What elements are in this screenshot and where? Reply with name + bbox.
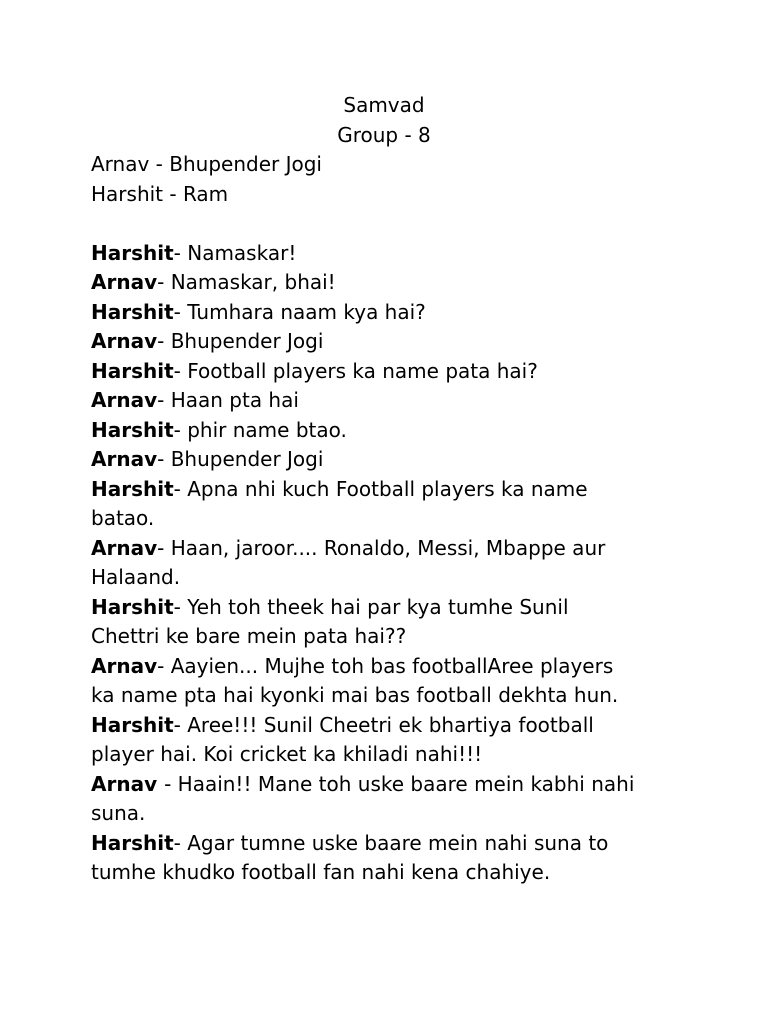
dialogue-line xyxy=(91,445,691,475)
dialogue-line xyxy=(91,475,691,505)
dialogue-continuation xyxy=(91,681,691,711)
speaker-name: Harshit xyxy=(91,594,174,619)
cast-line: Harshit - Ram xyxy=(91,181,229,206)
dialogue-continuation xyxy=(91,504,691,534)
dialogue-line xyxy=(91,770,691,800)
speaker-name: Arnav xyxy=(91,270,158,294)
dialogue-text: suna. xyxy=(91,801,146,825)
dialogue-section xyxy=(91,239,691,888)
dialogue-text: player hai. Koi cricket ka khiladi nahi!!! xyxy=(91,742,483,766)
dialogue-continuation xyxy=(91,858,691,888)
dialogue-text: - Haan, jaroor.... Ronaldo, Messi, Mbappe aur xyxy=(157,535,606,560)
cast-line: Arnav - Bhupender Jogi xyxy=(91,152,322,176)
document-title: Samvad xyxy=(343,93,425,117)
dialogue-continuation xyxy=(91,563,691,593)
dialogue-text: - Tumhara naam kya hai? xyxy=(173,299,426,324)
speaker-name: Arnav xyxy=(91,653,158,678)
dialogue-line xyxy=(91,829,691,859)
dialogue-text: - Bhupender Jogi xyxy=(157,329,324,353)
speaker-name: Arnav xyxy=(91,329,158,353)
dialogue-line xyxy=(91,652,691,682)
dialogue-continuation xyxy=(91,740,691,770)
speaker-name: Arnav xyxy=(91,388,158,412)
dialogue-text: batao. xyxy=(91,506,155,530)
dialogue-continuation xyxy=(91,799,691,829)
blank-line xyxy=(91,209,691,239)
dialogue-text: Chettri ke bare mein pata hai?? xyxy=(91,624,407,648)
dialogue-text: - Yeh toh theek hai par kya tumhe Sunil xyxy=(173,594,569,619)
dialogue-text: - phir name btao. xyxy=(173,417,347,442)
dialogue-line xyxy=(91,534,691,564)
dialogue-line xyxy=(91,711,691,741)
dialogue-text: - Haain!! Mane toh uske baare mein kabhi nahi xyxy=(164,771,635,796)
dialogue-text: - Aayien... Mujhe toh bas footballAree players xyxy=(157,653,614,678)
dialogue-text: ka name pta hai kyonki mai bas football dekhta hun. xyxy=(91,683,619,707)
speaker-name: Harshit xyxy=(91,417,174,442)
dialogue-text: - Haan pta hai xyxy=(157,388,299,412)
dialogue-line xyxy=(91,357,691,387)
dialogue-line xyxy=(91,386,691,416)
dialogue-continuation xyxy=(91,622,691,652)
dialogue-text: - Aree!!! Sunil Cheetri ek bhartiya football xyxy=(173,712,594,737)
group-label: Group - 8 xyxy=(337,122,431,147)
speaker-name: Harshit xyxy=(91,476,174,501)
dialogue-text: - Agar tumne uske baare mein nahi suna to xyxy=(173,830,609,855)
dialogue-line xyxy=(91,298,691,328)
dialogue-text: - Bhupender Jogi xyxy=(157,447,324,471)
dialogue-text: - Namaskar, bhai! xyxy=(157,270,336,294)
dialogue-line xyxy=(91,593,691,623)
dialogue-text: Halaand. xyxy=(91,565,181,589)
dialogue-line xyxy=(91,268,691,298)
speaker-name: Arnav xyxy=(91,447,158,471)
document-body xyxy=(91,91,691,888)
speaker-name: Harshit xyxy=(91,358,174,383)
speaker-name: Harshit xyxy=(91,240,174,265)
dialogue-line xyxy=(91,239,691,269)
dialogue-text: - Namaskar! xyxy=(173,240,297,265)
speaker-name: Harshit xyxy=(91,830,174,855)
dialogue-line xyxy=(91,327,691,357)
dialogue-text: tumhe khudko football fan nahi kena chahiye. xyxy=(91,860,551,884)
speaker-name: Harshit xyxy=(91,712,174,737)
dialogue-text: - Apna nhi kuch Football players ka name xyxy=(173,476,588,501)
dialogue-line xyxy=(91,416,691,446)
speaker-name: Arnav xyxy=(91,535,158,560)
speaker-name: Arnav xyxy=(91,771,165,796)
dialogue-text: - Football players ka name pata hai? xyxy=(173,358,538,383)
speaker-name: Harshit xyxy=(91,299,174,324)
